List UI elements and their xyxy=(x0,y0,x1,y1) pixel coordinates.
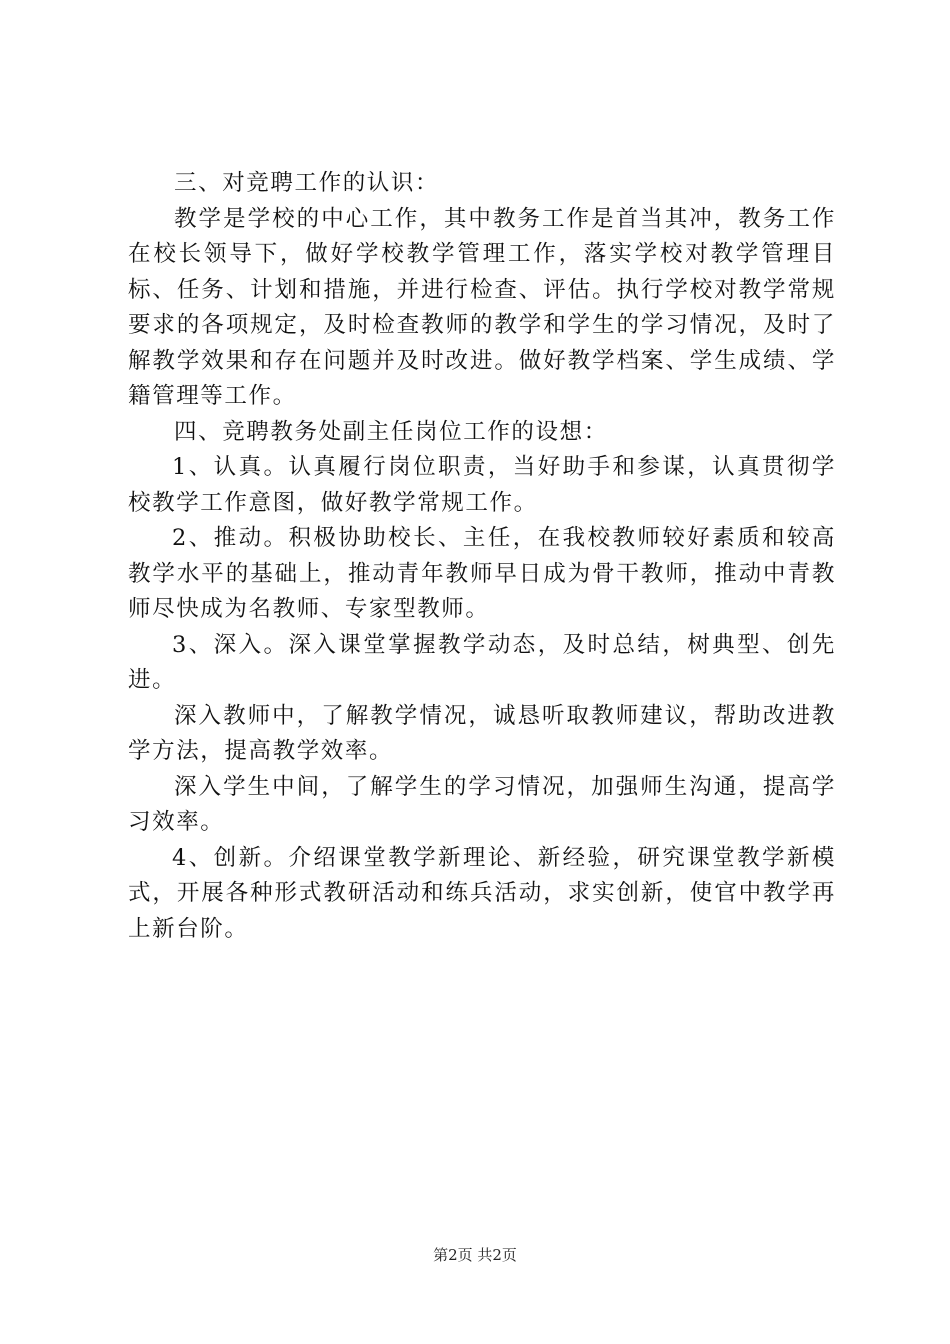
paragraph-teachers: 深入教师中，了解教学情况，诚恳听取教师建议，帮助改进教学方法，提高教学效率。 xyxy=(128,702,836,764)
section-heading-3: 三、对竞聘工作的认识： xyxy=(174,170,440,196)
item-1-earnest: 1、认真。认真履行岗位职责，当好助手和参谋，认真贯彻学校教学工作意图，做好教学常规工作。 xyxy=(128,454,836,516)
section-heading-4: 四、竞聘教务处副主任岗位工作的设想： xyxy=(174,418,608,445)
page-footer: 第2页 共2页 xyxy=(433,1246,517,1264)
item-4-innovate: 4、创新。介绍课堂教学新理论、新经验，研究课堂教学新模式，开展各种形式教研活动和练兵活动，求实创新，使官中教学再上新台阶。 xyxy=(128,844,836,942)
item-2-promote: 2、推动。积极协助校长、主任，在我校教师较好素质和较高教学水平的基础上，推动青年教师早日成为骨干教师，推动中青教师尽快成为名教师、专家型教师。 xyxy=(128,525,836,622)
document-body xyxy=(128,166,836,947)
item-3-deepen: 3、深入。深入课堂掌握教学动态，及时总结，树典型、创先进。 xyxy=(128,631,836,693)
paragraph-students: 深入学生中间，了解学生的学习情况，加强师生沟通，提高学习效率。 xyxy=(128,773,836,835)
paragraph-understanding: 教学是学校的中心工作，其中教务工作是首当其冲，教务工作在校长领导下，做好学校教学管理工作，落实学校对教学管理目标、任务、计划和措施，并进行检查、评估。执行学校对教学常规要求的各项规定，及时检查教师的教学和学生的学习情况，及时了解教学效果和存在问题并及时改进。做好教学档案、学生成绩、学籍管理等工作。 xyxy=(128,205,836,409)
